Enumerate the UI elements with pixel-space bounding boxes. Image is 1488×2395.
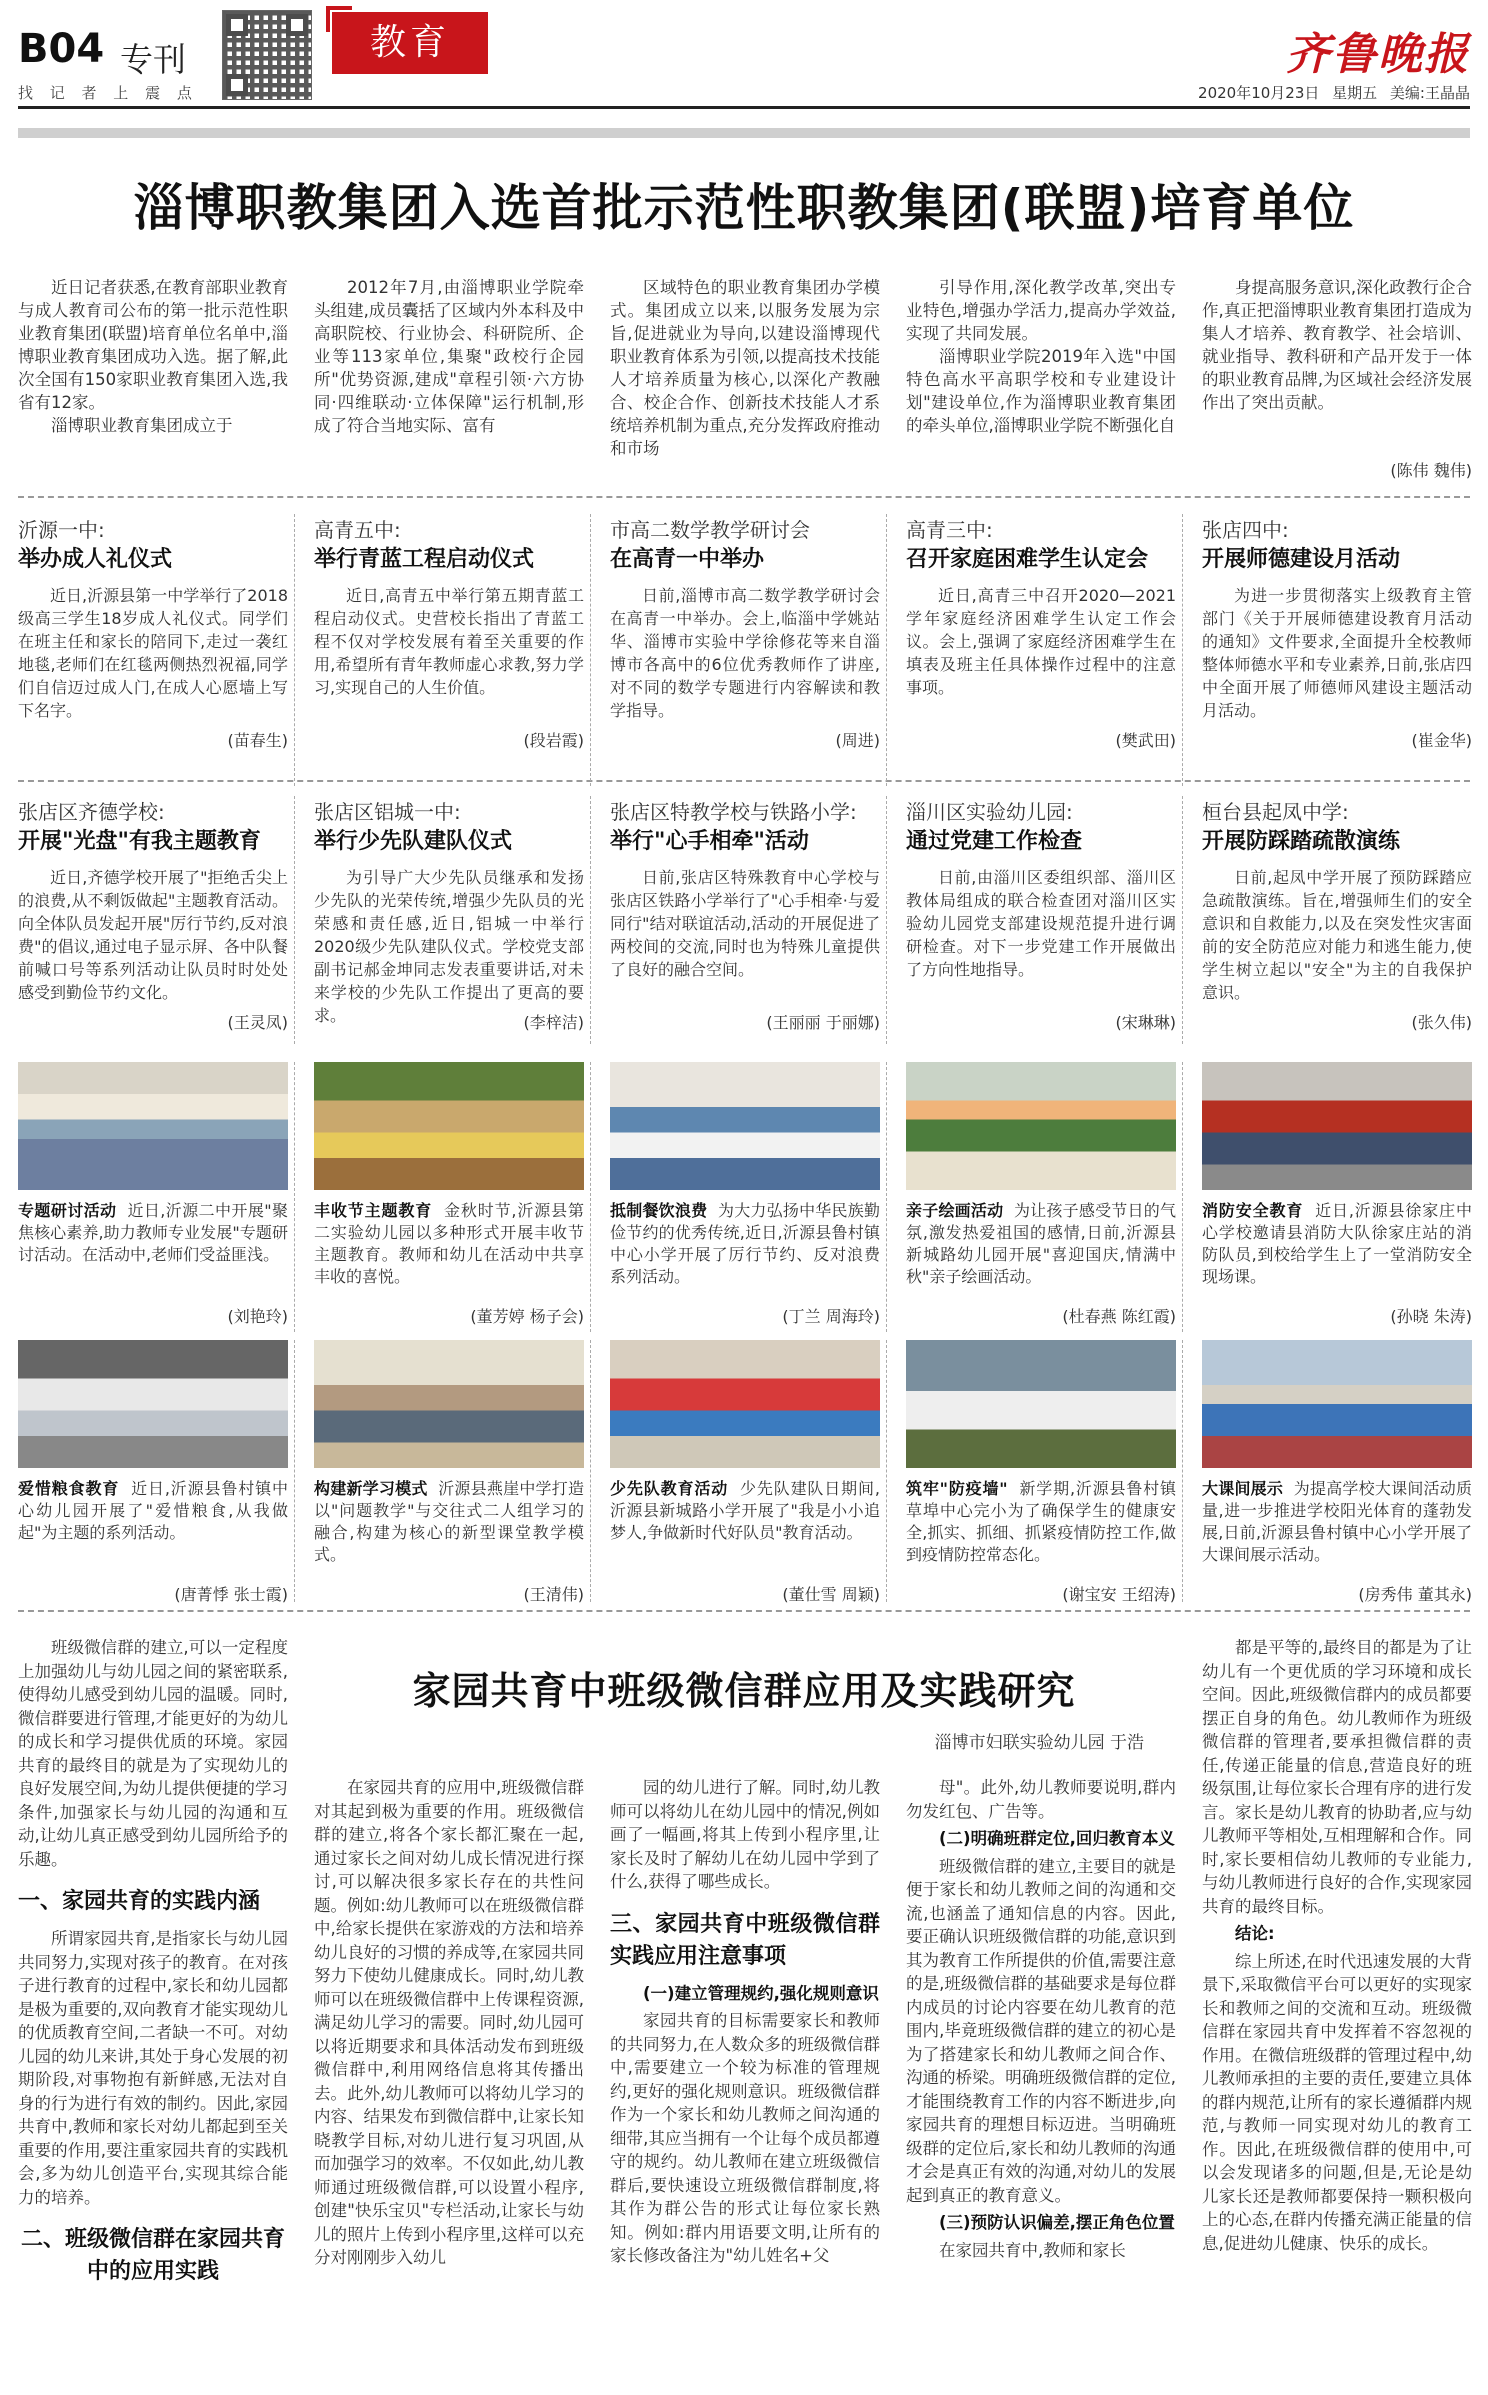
masthead-nav: 找 记 者 上 震 点: [18, 84, 198, 102]
brief-text: 日前,起凤中学开展了预防踩踏应急疏散演练。旨在,增强师生们的安全意识和自救能力,以及在突发性灾害面前的安全防范应对能力和逃生能力,使学生树立起以"安全"为主的自我保护意识。: [1202, 868, 1472, 1002]
article-paragraph: 母"。此外,幼儿教师要说明,群内勿发红包、广告等。: [906, 1778, 1176, 1821]
brief-title: 举行"心手相牵"活动: [610, 829, 809, 854]
brief-signature: (樊武田): [1115, 731, 1176, 750]
masthead-rule: [18, 106, 1470, 109]
caption-signature: (董仕雪 周颖): [782, 1585, 880, 1604]
column-divider: [294, 796, 295, 1044]
photo-caption: [18, 1200, 288, 1300]
brief-signature: (崔金华): [1411, 731, 1472, 750]
caption-signature: (房秀伟 董其永): [1358, 1585, 1472, 1604]
brief-text: 近日,高青三中召开2020—2021学年家庭经济困难学生认定工作会议。会上,强调了家庭经济困难学生在填表及班主任具体操作过程中的注意事项。: [906, 586, 1176, 697]
caption-signature: (董芳婷 杨子会): [470, 1307, 584, 1326]
brief-text: 日前,张店区特殊教育中心学校与张店区铁路小学举行了"心手相牵·与爱同行"结对联谊活动,活动的开展促进了两校间的交流,同时也为特殊儿童提供了良好的融合空间。: [610, 868, 880, 979]
qr-code-icon: [222, 10, 312, 100]
section-divider: [18, 496, 1470, 498]
photo-caption: [906, 1200, 1176, 1300]
article-author: 淄博市妇联实验幼儿园 于浩: [934, 1733, 1144, 1753]
news-photo: [18, 1062, 288, 1190]
photo-caption: [18, 1478, 288, 1578]
caption-signature: (杜春燕 陈红霞): [1062, 1307, 1176, 1326]
caption-text: 新学期,沂源县鲁村镇草埠中心完小为了确保学生的健康安全,抓实、抓细、抓紧疫情防控工作,做到疫情防控常态化。: [906, 1479, 1176, 1564]
news-brief: [314, 796, 584, 1033]
caption-signature: (唐菁悸 张士霞): [174, 1585, 288, 1604]
column-divider: [886, 1062, 887, 1332]
lead-column: 近日记者获悉,在教育部职业教育与成人教育司公布的第一批示范性职业教育集团(联盟)培育单位名单中,淄博职业教育集团成功入选。据了解,此次全国有150家职业教育集团入选,我省有12家。 淄博职业教育集团成立于: [18, 278, 288, 435]
news-brief: [906, 514, 1176, 751]
column-divider: [590, 514, 591, 786]
lead-signature: (陈伟 魏伟): [1390, 461, 1472, 480]
news-photo: [610, 1340, 880, 1468]
article-paragraph: 所谓家园共育,是指家长与幼儿园共同努力,实现对孩子的教育。在对孩子进行教育的过程中,家长和幼儿园都是极为重要的,双向教育才能实现幼儿的优质教育空间,二者缺一不可。对幼儿园的幼儿来讲,其处于身心发展的初期阶段,对事物抱有新鲜感,无法对自身的行为进行有效的制约。因此,家园共育中,教师和家长对幼儿都起到至关重要的作用,要注重家园共育的实践机会,多为幼儿创造平台,实现其综合能力的培养。: [18, 1929, 288, 2207]
brief-title: 通过党建工作检查: [906, 829, 1083, 854]
brief-title: 开展师德建设月活动: [1202, 547, 1401, 572]
article-column: [906, 1776, 1176, 2376]
caption-title: 亲子绘画活动: [906, 1201, 1004, 1220]
article-minor-heading: (二)明确班群定位,回归教育本义: [939, 1829, 1175, 1848]
article-paragraph: 班级微信群的建立,主要目的就是便于家长和幼儿教师之间的沟通和交流,也涵盖了通知信息的内容。因此,要正确认识班级微信群的功能,意识到其为教育工作所提供的价值,需要注意的是,班级微信群的基础要求是每位群内成员的讨论内容要在幼儿教育的范围内,毕竟班级微信群的建立的初心是为了搭建家长和幼儿教师之间合作、沟通的桥梁。明确班级微信群的定位,才能围绕教育工作的内容不断进步,向家园共育的理想目标迈进。当明确班级群的定位后,家长和幼儿教师的沟通才会是真正有效的沟通,对幼儿的发展起到真正的教育意义。: [906, 1856, 1176, 2205]
photo-caption: [1202, 1478, 1472, 1578]
brief-signature: (王丽丽 于丽娜): [766, 1013, 880, 1032]
article-paragraph: 班级微信群的建立,可以一定程度上加强幼儿与幼儿园之间的紧密联系,使得幼儿感受到幼儿园的温暖。同时,微信群要进行管理,才能更好的为幼儿的成长和学习提供优质的环境。家园共育的最终目的就是为了实现幼儿的良好发展空间,为幼儿提供便捷的学习条件,加强家长与幼儿园的沟通和互动,让幼儿真正感受到幼儿园所给予的乐趣。: [18, 1638, 288, 1869]
news-photo: [610, 1062, 880, 1190]
caption-text: 为让孩子感受节日的气氛,激发热爱祖国的感情,日前,沂源县新城路幼儿园开展"喜迎国庆,情满中秋"亲子绘画活动。: [906, 1201, 1176, 1286]
photo-caption: [610, 1200, 880, 1300]
brief-text: 为进一步贯彻落实上级教育主管部门《关于开展师德建设教育月活动的通知》文件要求,全面提升全校教师整体师德水平和专业素养,日前,张店四中全面开展了师德师风建设主题活动月活动。: [1202, 586, 1472, 720]
article-paragraph: 在家园共育中,教师和家长: [939, 2240, 1126, 2260]
column-divider: [590, 1062, 591, 1332]
column-divider: [294, 1062, 295, 1332]
photo-caption: [906, 1478, 1176, 1578]
brief-source: 高青三中:: [906, 518, 993, 542]
brief-source: 张店区齐德学校:: [18, 800, 165, 824]
article-minor-heading: 结论:: [1235, 1924, 1275, 1943]
newspaper-logo: 齐鲁晚报: [1286, 29, 1470, 80]
article-paragraph: 都是平等的,最终目的都是为了让幼儿有一个更优质的学习环境和成长空间。因此,班级微信群内的成员都要摆正自身的角色。幼儿教师作为班级微信群的管理者,要承担微信群的责任,传递正能量的信息,营造良好的班级氛围,让每位家长合理有序的进行发言。家长是幼儿教育的协助者,应与幼儿教师平等相处,互相理解和合作。同时,家长要相信幼儿教师的专业能力,与幼儿教师进行良好的合作,实现家园共育的最终目标。: [1202, 1638, 1472, 1916]
article-minor-heading: (一)建立管理规约,强化规则意识: [643, 1983, 879, 2003]
caption-text: 金秋时节,沂源县第二实验幼儿园以多种形式开展丰收节主题教育。教师和幼儿在活动中共享丰收的喜悦。: [314, 1201, 584, 1286]
caption-text: 为大力弘扬中华民族勤俭节约的优秀传统,近日,沂源县鲁村镇中心小学开展了厉行节约、反对浪费系列活动。: [610, 1201, 880, 1286]
article-column: [610, 1776, 880, 2376]
news-brief: [610, 514, 880, 751]
brief-source: 张店区铝城一中:: [314, 800, 461, 824]
news-brief: [1202, 514, 1472, 751]
lead-column: 身提高服务意识,深化政教行企合作,真正把淄博职业教育集团打造成为集人才培养、教育教学、社会培训、就业指导、教科研和产品开发于一体的职业教育品牌,为区域社会经济发展作出了突出贡献。: [1202, 278, 1472, 412]
news-photo: [314, 1062, 584, 1190]
lead-column: 区域特色的职业教育集团办学模式。集团成立以来,以服务发展为宗旨,促进就业为导向,以建设淄博现代职业教育体系为引领,以提高技术技能人才培养质量为核心,以深化产教融合、校企合作、创新技术技能人才系统培养机制为重点,充分发挥政府推动和市场: [610, 278, 880, 458]
article-column: [314, 1776, 584, 2376]
section-divider: [18, 780, 1470, 782]
dateline: 2020年10月23日 星期五 美编:王晶晶: [1198, 84, 1470, 102]
caption-text: 近日,沂源县徐家庄中心学校邀请县消防大队徐家庄站的消防队员,到校给学生上了一堂消防安全现场课。: [1202, 1201, 1472, 1286]
lead-column: 引导作用,深化教学改革,突出专业特色,增强办学活力,提高办学效益,实现了共同发展。 淄博职业学院2019年入选"中国特色高水平高职学校和专业建设计划"建设单位,作为淄博职业教育集团的牵头单位,淄博职业学院不断强化自: [906, 278, 1176, 435]
caption-title: 专题研讨活动: [18, 1201, 117, 1220]
brief-signature: (张久伟): [1411, 1013, 1472, 1032]
brief-signature: (段岩霞): [523, 731, 584, 750]
caption-signature: (孙晓 朱涛): [1390, 1307, 1472, 1326]
caption-title: 消防安全教育: [1202, 1201, 1304, 1220]
column-divider: [1182, 1340, 1183, 1602]
brief-text: 日前,淄博市高二数学教学研讨会在高青一中举办。会上,临淄中学姚站华、淄博市实验中学徐修花等来自淄博市各高中的6位优秀教师作了讲座,对不同的数学专题进行内容解读和教学指导。: [610, 586, 880, 720]
brief-source: 淄川区实验幼儿园:: [906, 800, 1073, 824]
brief-text: 日前,由淄川区委组织部、淄川区教体局组成的联合检查团对淄川区实验幼儿园党支部建设规范提升进行调研检查。对下一步党建工作开展做出了方向性地指导。: [906, 868, 1176, 979]
news-brief: [610, 796, 880, 1033]
section-tab: 教育: [332, 12, 488, 74]
brief-signature: (王灵凤): [227, 1013, 288, 1032]
column-divider: [294, 1340, 295, 1602]
caption-signature: (王清伟): [523, 1585, 584, 1604]
brief-title: 举行少先队建队仪式: [314, 829, 513, 854]
news-photo: [314, 1340, 584, 1468]
article-minor-heading: (三)预防认识偏差,摆正角色位置: [939, 2213, 1175, 2232]
brief-source: 桓台县起凤中学:: [1202, 800, 1349, 824]
article-paragraph: 家园共育的目标需要家长和教师的共同努力,在人数众多的班级微信群中,需要建立一个较为标准的管理规约,更好的强化规则意识。班级微信群作为一个家长和幼儿教师之间沟通的细带,其应当拥有一个让每个成员都遵守的规约。幼儿教师在建立班级微信群后,要快速设立班级微信群制度,将其作为群公告的形式让每位家长熟知。例如:群内用语要文明,让所有的家长修改备注为"幼儿姓名+父: [610, 2011, 880, 2265]
brief-title: 举办成人礼仪式: [18, 547, 173, 572]
column-divider: [1182, 514, 1183, 786]
column-divider: [590, 796, 591, 1044]
brief-text: 为引导广大少先队员继承和发扬少先队的光荣传统,增强少先队员的光荣感和责任感,近日,铝城一中举行2020级少先队建队仪式。学校党支部副书记郝金坤同志发表重要讲话,对未来学校的少先队工作提出了更高的要求。: [314, 868, 584, 1025]
column-divider: [886, 796, 887, 1044]
caption-title: 丰收节主题教育: [314, 1201, 433, 1220]
column-divider: [294, 514, 295, 786]
brief-text: 近日,齐德学校开展了"拒绝舌尖上的浪费,从不剩饭做起"主题教育活动。向全体队员发起开展"厉行节约,反对浪费"的倡议,通过电子显示屏、各中队餐前喊口号等系列活动让队员时时处处感受到勤俭节约文化。: [18, 868, 288, 1002]
article-title: 家园共育中班级微信群应用及实践研究: [412, 1669, 1076, 1713]
news-brief: [314, 514, 584, 751]
article-paragraph: 园的幼儿进行了解。同时,幼儿教师可以将幼儿在幼儿园中的情况,例如画了一幅画,将其上传到小程序里,让家长及时了解幼儿在幼儿园中学到了什么,获得了哪些成长。: [610, 1778, 880, 1891]
masthead-band: [18, 128, 1470, 138]
lead-column: 2012年7月,由淄博职业学院牵头组建,成员囊括了区域内外本科及中高职院校、行业协会、科研院所、企业等113家单位,集聚"政校行企园所"优势资源,建成"章程引领·六方协同·四维联动·立体保障"运行机制,形成了符合当地实际、富有: [314, 278, 584, 435]
caption-signature: (刘艳玲): [227, 1307, 288, 1326]
caption-title: 爱惜粮食教育: [18, 1479, 120, 1498]
news-brief: [18, 796, 288, 1033]
news-photo: [1202, 1062, 1472, 1190]
photo-caption: [314, 1200, 584, 1300]
brief-title: 开展"光盘"有我主题教育: [18, 829, 261, 854]
news-photo: [1202, 1340, 1472, 1468]
news-photo: [906, 1340, 1176, 1468]
news-photo: [18, 1340, 288, 1468]
caption-text: 近日,沂源二中开展"聚焦核心素养,助力教师专业发展"专题研讨活动。在活动中,老师们受益匪浅。: [18, 1201, 289, 1264]
caption-title: 构建新学习模式: [314, 1479, 428, 1498]
brief-title: 召开家庭困难学生认定会: [906, 547, 1149, 572]
news-photo: [906, 1062, 1176, 1190]
brief-source: 高青五中:: [314, 518, 401, 542]
brief-signature: (苗春生): [227, 731, 288, 750]
brief-title: 举行青蓝工程启动仪式: [314, 547, 535, 572]
article-column: [18, 1636, 288, 2376]
column-divider: [886, 514, 887, 786]
caption-signature: (丁兰 周海玲): [782, 1307, 880, 1326]
article-subheading: 三、家园共育中班级微信群实践应用注意事项: [610, 1910, 880, 1969]
brief-signature: (李梓洁): [523, 1013, 584, 1032]
caption-text: 少先队建队日期间,沂源县新城路小学开展了"我是小小追梦人,争做新时代好队员"教育活动。: [610, 1479, 880, 1542]
brief-source: 市高二数学教学研讨会: [610, 518, 810, 542]
news-brief: [1202, 796, 1472, 1033]
caption-title: 抵制餐饮浪费: [610, 1201, 708, 1220]
brief-signature: (宋琳琳): [1115, 1013, 1176, 1032]
caption-title: 筑牢"防疫墙": [906, 1479, 1008, 1498]
caption-title: 少先队教育活动: [610, 1479, 729, 1498]
article-subheading: 二、班级微信群在家园共育中的应用实践: [20, 2226, 285, 2284]
news-brief: [906, 796, 1176, 1033]
column-divider: [1182, 796, 1183, 1044]
brief-source: 沂源一中:: [18, 518, 105, 542]
caption-text: 为提高学校大课间活动质量,进一步推进学校阳光体育的蓬勃发展,日前,沂源县鲁村镇中心小学开展了大课间展示活动。: [1202, 1479, 1472, 1564]
article-subheading: 一、家园共育的实践内涵: [18, 1888, 261, 1914]
lead-headline: 淄博职教集团入选首批示范性职教集团(联盟)培育单位: [133, 179, 1355, 237]
article-column: [1202, 1636, 1472, 2376]
photo-caption: [610, 1478, 880, 1578]
brief-title: 开展防踩踏疏散演练: [1202, 829, 1401, 854]
section-name: 专刊: [120, 40, 186, 79]
brief-source: 张店四中:: [1202, 518, 1289, 542]
article-paragraph: 综上所述,在时代迅速发展的大背景下,采取微信平台可以更好的实现家长和教师之间的交流和互动。班级微信群在家园共育中发挥着不容忽视的作用。在微信班级群的管理过程中,幼儿教师承担的主要的责任,要建立具体的群内规范,让所有的家长遵循群内规范,与教师一同实现对幼儿的教育工作。因此,在班级微信群的使用中,可以会发现诸多的问题,但是,无论是幼儿家长还是教师都要保持一颗积极向上的心态,在群内传播充满正能量的信息,促进幼儿健康、快乐的成长。: [1202, 1951, 1472, 2253]
brief-text: 近日,高青五中举行第五期青蓝工程启动仪式。史营校长指出了青蓝工程不仅对学校发展有着至关重要的作用,希望所有青年教师虚心求教,努力学习,实现自己的人生价值。: [314, 586, 584, 697]
brief-source: 张店区特教学校与铁路小学:: [610, 800, 857, 824]
column-divider: [1182, 1062, 1183, 1332]
photo-caption: [314, 1478, 584, 1578]
column-divider: [590, 1340, 591, 1602]
photo-caption: [1202, 1200, 1472, 1300]
caption-signature: (谢宝安 王绍涛): [1062, 1585, 1176, 1604]
caption-title: 大课间展示: [1202, 1479, 1284, 1498]
column-divider: [886, 1340, 887, 1602]
brief-title: 在高青一中举办: [610, 547, 765, 572]
brief-text: 近日,沂源县第一中学举行了2018级高三学生18岁成人礼仪式。同学们在班主任和家长的陪同下,走过一袭红地毯,老师们在红毯两侧热烈祝福,同学们自信迈过成人门,在成人心愿墙上写下名字。: [18, 586, 288, 720]
caption-text: 近日,沂源县鲁村镇中心幼儿园开展了"爱惜粮食,从我做起"为主题的系列活动。: [18, 1479, 288, 1542]
news-brief: [18, 514, 288, 751]
caption-text: 沂源县燕崖中学打造以"问题教学"与交往式二人组学习的融合,构建为核心的新型课堂教学模式。: [314, 1479, 584, 1564]
brief-signature: (周进): [835, 731, 880, 750]
page-number: B04: [18, 26, 105, 72]
article-paragraph: 在家园共育的应用中,班级微信群对其起到极为重要的作用。班级微信群的建立,将各个家长都汇聚在一起,通过家长之间对幼儿成长情况进行探讨,可以解决很多家长存在的共性问题。例如:幼儿教师可以在班级微信群中,给家长提供在家游戏的方法和培养幼儿良好的习惯的养成等,在家园共同努力下使幼儿健康成长。同时,幼儿教师可以在班级微信群中上传课程资源,满足幼儿学习的需要。同时,幼儿园可以将近期要求和具体活动发布到班级微信群中,利用网络信息将其传播出去。此外,幼儿教师可以将幼儿学习的内容、结果发布到微信群中,让家长知晓教学目标,对幼儿进行复习巩固,从而加强学习的效率。不仅如此,幼儿教师通过班级微信群,可以设置小程序,创建"快乐宝贝"专栏活动,让家长与幼儿的照片上传到小程序里,这样可以充分对刚刚步入幼儿: [314, 1778, 584, 2267]
section-divider: [18, 1610, 1470, 1612]
